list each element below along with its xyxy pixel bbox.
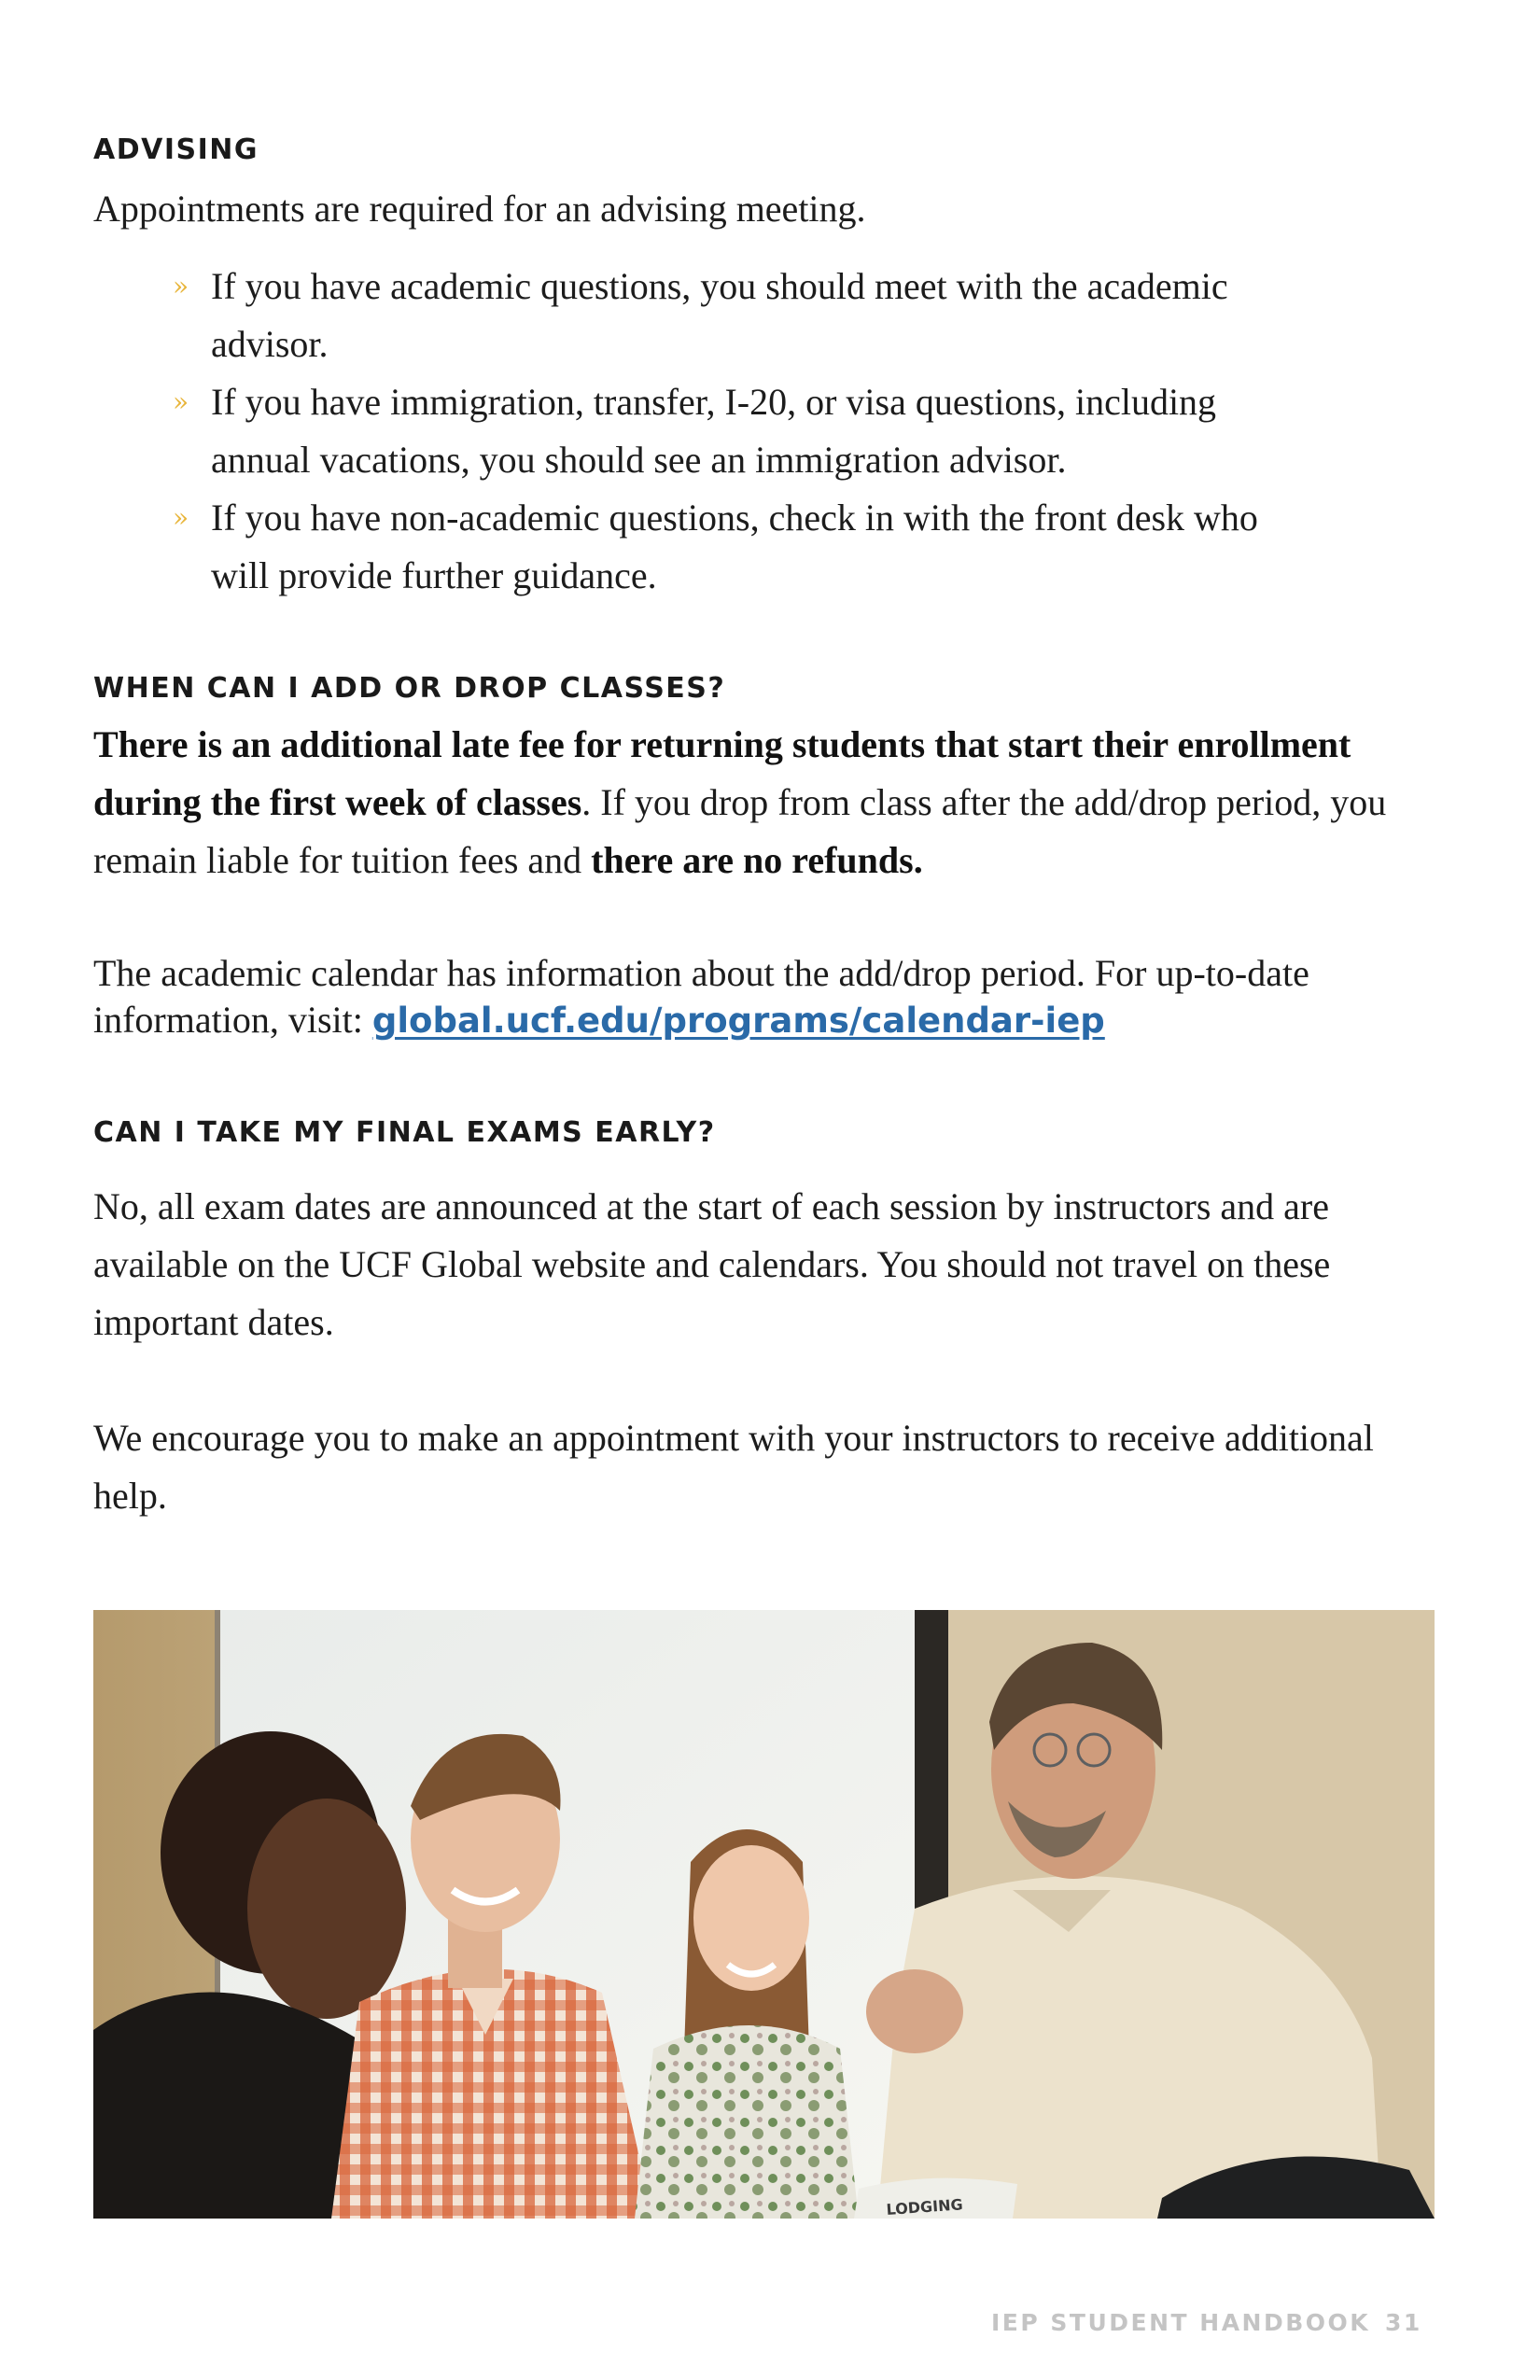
late-fee-bold-text: There is an additional late fee for returning students that start their enrollment during the first week of classes [93, 723, 1351, 823]
instructor-help-paragraph: We encourage you to make an appointment with your instructors to receive additional help. [93, 1417, 1374, 1517]
advising-bullet-list [93, 258, 1307, 605]
list-item [93, 489, 1307, 605]
no-refunds-bold-text: there are no refunds. [591, 839, 923, 881]
footer-title: IEP STUDENT HANDBOOK [991, 2309, 1371, 2336]
drop-policy-text: . If you drop from class after the add/drop period, you remain liable for tuition fees and [93, 781, 1387, 881]
calendar-link[interactable]: global.ucf.edu/programs/calendar-iep [371, 1001, 1105, 1041]
bullet-text: If you have non-academic questions, check in with the front desk who will provide further guidance. [211, 497, 1258, 596]
advising-heading: ADVISING [93, 133, 259, 166]
bullet-marker: » [173, 271, 189, 301]
add-drop-paragraph [93, 716, 1442, 889]
list-item [93, 258, 1307, 373]
add-drop-heading: WHEN CAN I ADD OR DROP CLASSES? [93, 672, 726, 705]
book-title-text: LODGING [885, 2195, 964, 2219]
calendar-text: The academic calendar has information about the add/drop period. For up-to-date information, visit: [93, 952, 1309, 1041]
bullet-marker: » [173, 502, 189, 533]
bullet-text: If you have immigration, transfer, I-20, or visa questions, including annual vacations, you should see an immigration advisor. [211, 381, 1217, 481]
page-number: 31 [1385, 2309, 1422, 2336]
calendar-paragraph [93, 950, 1442, 1044]
advising-intro: Appointments are required for an advising meeting. [93, 188, 866, 230]
classroom-photo [93, 1610, 1435, 2219]
final-exams-paragraph: No, all exam dates are announced at the start of each session by instructors and are available on the UCF Global website and calendars. You should not travel on these important dates. [93, 1185, 1331, 1343]
bullet-marker: » [173, 386, 189, 417]
list-item [93, 373, 1307, 489]
final-exams-heading: CAN I TAKE MY FINAL EXAMS EARLY? [93, 1116, 716, 1149]
bullet-text: If you have academic questions, you should meet with the academic advisor. [211, 265, 1228, 365]
